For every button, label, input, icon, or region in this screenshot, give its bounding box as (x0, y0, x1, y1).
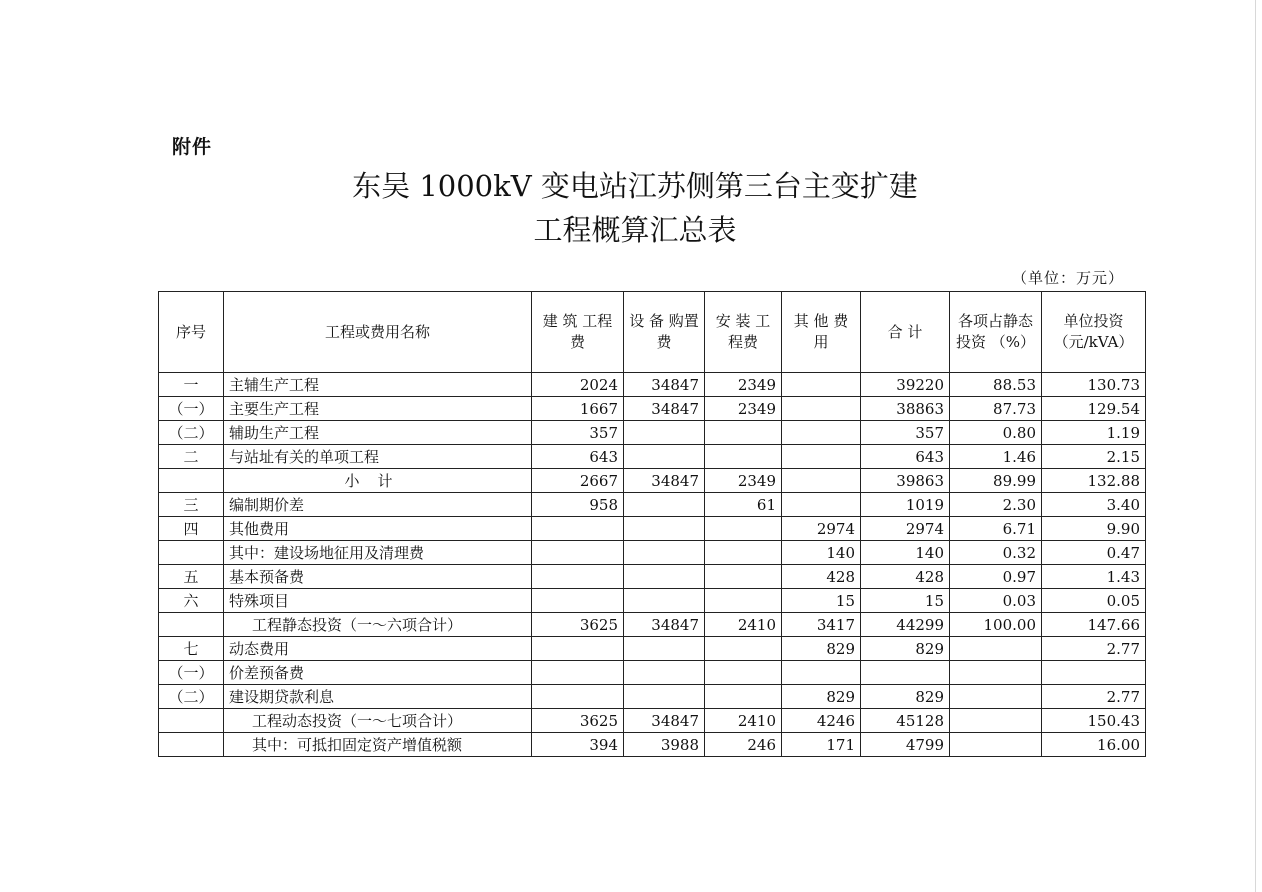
cell-building (532, 589, 624, 613)
cell-building: 3625 (532, 709, 624, 733)
table-body (159, 373, 1146, 757)
cell-seq: 五 (159, 565, 224, 589)
cell-equipment (624, 661, 705, 685)
cell-pct: 0.97 (950, 565, 1042, 589)
cell-other: 171 (782, 733, 861, 757)
cell-total: 44299 (861, 613, 950, 637)
cell-seq (159, 541, 224, 565)
cell-name: 与站址有关的单项工程 (224, 445, 532, 469)
cell-unit-invest: 0.47 (1042, 541, 1146, 565)
cell-building: 2667 (532, 469, 624, 493)
cell-installation: 2410 (705, 613, 782, 637)
cell-name: 工程动态投资（一～七项合计） (224, 709, 532, 733)
cell-pct: 6.71 (950, 517, 1042, 541)
cell-unit-invest: 1.43 (1042, 565, 1146, 589)
cell-equipment (624, 685, 705, 709)
cell-seq: （二） (159, 685, 224, 709)
cell-equipment (624, 589, 705, 613)
header-pct: 各项占静态投资 （%） (950, 292, 1042, 373)
cell-building: 958 (532, 493, 624, 517)
cell-name: 主要生产工程 (224, 397, 532, 421)
cell-unit-invest: 16.00 (1042, 733, 1146, 757)
cell-building (532, 637, 624, 661)
cell-seq: 一 (159, 373, 224, 397)
cell-unit-invest: 2.77 (1042, 685, 1146, 709)
document-title-line-2: 工程概算汇总表 (533, 213, 737, 247)
header-building: 建 筑 工程费 (532, 292, 624, 373)
cell-equipment (624, 637, 705, 661)
table-row (159, 709, 1146, 733)
cell-installation (705, 421, 782, 445)
cell-name: 特殊项目 (224, 589, 532, 613)
cell-total: 45128 (861, 709, 950, 733)
cell-building: 2024 (532, 373, 624, 397)
table-row (159, 445, 1146, 469)
cell-pct: 0.03 (950, 589, 1042, 613)
cell-other: 4246 (782, 709, 861, 733)
cell-unit-invest: 150.43 (1042, 709, 1146, 733)
cell-other (782, 661, 861, 685)
cell-name: 其中：可抵扣固定资产增值税额 (224, 733, 532, 757)
cell-name: 其他费用 (224, 517, 532, 541)
cell-installation (705, 445, 782, 469)
cell-pct (950, 661, 1042, 685)
cell-pct (950, 709, 1042, 733)
cell-other: 829 (782, 685, 861, 709)
cell-installation (705, 637, 782, 661)
cell-installation (705, 517, 782, 541)
cell-unit-invest: 130.73 (1042, 373, 1146, 397)
cell-installation (705, 565, 782, 589)
cell-unit-invest: 0.05 (1042, 589, 1146, 613)
cell-equipment (624, 493, 705, 517)
cell-installation: 2349 (705, 373, 782, 397)
cell-building (532, 685, 624, 709)
cell-equipment: 34847 (624, 397, 705, 421)
cell-seq (159, 613, 224, 637)
cell-name: 辅助生产工程 (224, 421, 532, 445)
cell-pct: 100.00 (950, 613, 1042, 637)
cell-installation: 2410 (705, 709, 782, 733)
cell-pct (950, 637, 1042, 661)
table-row (159, 565, 1146, 589)
cell-unit-invest (1042, 661, 1146, 685)
cell-building: 1667 (532, 397, 624, 421)
cell-equipment (624, 541, 705, 565)
cell-total: 829 (861, 685, 950, 709)
cell-building: 3625 (532, 613, 624, 637)
header-installation: 安 装 工程费 (705, 292, 782, 373)
cell-other (782, 421, 861, 445)
cell-other (782, 397, 861, 421)
cell-building (532, 565, 624, 589)
cell-pct: 1.46 (950, 445, 1042, 469)
cell-total: 39863 (861, 469, 950, 493)
cell-total: 140 (861, 541, 950, 565)
budget-summary-table (158, 291, 1146, 757)
page-edge-line (1255, 0, 1256, 892)
attachment-label: 附件 (172, 136, 213, 158)
cell-other (782, 373, 861, 397)
header-other: 其 他 费 用 (782, 292, 861, 373)
cell-equipment: 34847 (624, 613, 705, 637)
cell-equipment (624, 445, 705, 469)
cell-pct: 88.53 (950, 373, 1042, 397)
cell-total: 15 (861, 589, 950, 613)
header-total: 合 计 (861, 292, 950, 373)
cell-building (532, 517, 624, 541)
cell-pct: 0.80 (950, 421, 1042, 445)
cell-name: 编制期价差 (224, 493, 532, 517)
cell-unit-invest: 132.88 (1042, 469, 1146, 493)
cell-pct (950, 733, 1042, 757)
cell-equipment (624, 517, 705, 541)
cell-building: 643 (532, 445, 624, 469)
cell-total: 38863 (861, 397, 950, 421)
table-row (159, 541, 1146, 565)
cell-unit-invest: 9.90 (1042, 517, 1146, 541)
cell-seq: （一） (159, 397, 224, 421)
cell-building (532, 541, 624, 565)
cell-total (861, 661, 950, 685)
header-unit-invest: 单位投资 （元/kVA） (1042, 292, 1146, 373)
cell-equipment: 34847 (624, 709, 705, 733)
cell-seq: （一） (159, 661, 224, 685)
cell-equipment: 3988 (624, 733, 705, 757)
cell-unit-invest: 129.54 (1042, 397, 1146, 421)
header-equipment: 设 备 购置费 (624, 292, 705, 373)
cell-other: 15 (782, 589, 861, 613)
cell-seq: 六 (159, 589, 224, 613)
cell-installation (705, 661, 782, 685)
cell-installation (705, 589, 782, 613)
cell-seq: 三 (159, 493, 224, 517)
cell-unit-invest: 147.66 (1042, 613, 1146, 637)
cell-other: 140 (782, 541, 861, 565)
cell-seq: （二） (159, 421, 224, 445)
cell-other (782, 469, 861, 493)
cell-seq (159, 733, 224, 757)
cell-installation (705, 541, 782, 565)
cell-total: 1019 (861, 493, 950, 517)
cell-pct: 87.73 (950, 397, 1042, 421)
table-row (159, 685, 1146, 709)
cell-seq (159, 709, 224, 733)
cell-name: 动态费用 (224, 637, 532, 661)
cell-installation: 61 (705, 493, 782, 517)
table-row (159, 469, 1146, 493)
table-row (159, 421, 1146, 445)
cell-pct: 0.32 (950, 541, 1042, 565)
cell-other: 829 (782, 637, 861, 661)
table-row (159, 493, 1146, 517)
table-header-row (159, 292, 1146, 373)
cell-installation: 2349 (705, 397, 782, 421)
cell-other: 3417 (782, 613, 861, 637)
cell-other (782, 493, 861, 517)
table-row (159, 373, 1146, 397)
cell-name: 工程静态投资（一～六项合计） (224, 613, 532, 637)
cell-equipment: 34847 (624, 373, 705, 397)
table-row (159, 589, 1146, 613)
table-row (159, 637, 1146, 661)
cell-installation: 246 (705, 733, 782, 757)
cell-other: 428 (782, 565, 861, 589)
cell-total: 428 (861, 565, 950, 589)
cell-name: 建设期贷款利息 (224, 685, 532, 709)
table-row (159, 397, 1146, 421)
cell-unit-invest: 3.40 (1042, 493, 1146, 517)
cell-installation: 2349 (705, 469, 782, 493)
cell-seq: 七 (159, 637, 224, 661)
table-row (159, 613, 1146, 637)
cell-name: 主辅生产工程 (224, 373, 532, 397)
cell-building: 394 (532, 733, 624, 757)
cell-total: 4799 (861, 733, 950, 757)
table-row (159, 517, 1146, 541)
cell-other (782, 445, 861, 469)
cell-name: 小计 (224, 469, 532, 493)
cell-seq (159, 469, 224, 493)
table-row (159, 733, 1146, 757)
cell-equipment (624, 421, 705, 445)
document-title-line-1: 东吴 1000kV 变电站江苏侧第三台主变扩建 (352, 169, 918, 203)
unit-note: （单位：万元） (1012, 269, 1125, 287)
cell-name: 其中：建设场地征用及清理费 (224, 541, 532, 565)
cell-pct: 2.30 (950, 493, 1042, 517)
cell-name: 价差预备费 (224, 661, 532, 685)
cell-total: 643 (861, 445, 950, 469)
cell-pct (950, 685, 1042, 709)
header-name: 工程或费用名称 (224, 292, 532, 373)
cell-building (532, 661, 624, 685)
cell-pct: 89.99 (950, 469, 1042, 493)
cell-total: 829 (861, 637, 950, 661)
cell-equipment (624, 565, 705, 589)
table-row (159, 661, 1146, 685)
cell-total: 357 (861, 421, 950, 445)
header-seq: 序号 (159, 292, 224, 373)
cell-name: 基本预备费 (224, 565, 532, 589)
cell-unit-invest: 1.19 (1042, 421, 1146, 445)
cell-seq: 二 (159, 445, 224, 469)
cell-unit-invest: 2.15 (1042, 445, 1146, 469)
cell-seq: 四 (159, 517, 224, 541)
cell-total: 2974 (861, 517, 950, 541)
cell-total: 39220 (861, 373, 950, 397)
cell-other: 2974 (782, 517, 861, 541)
cell-equipment: 34847 (624, 469, 705, 493)
cell-building: 357 (532, 421, 624, 445)
cell-installation (705, 685, 782, 709)
cell-unit-invest: 2.77 (1042, 637, 1146, 661)
